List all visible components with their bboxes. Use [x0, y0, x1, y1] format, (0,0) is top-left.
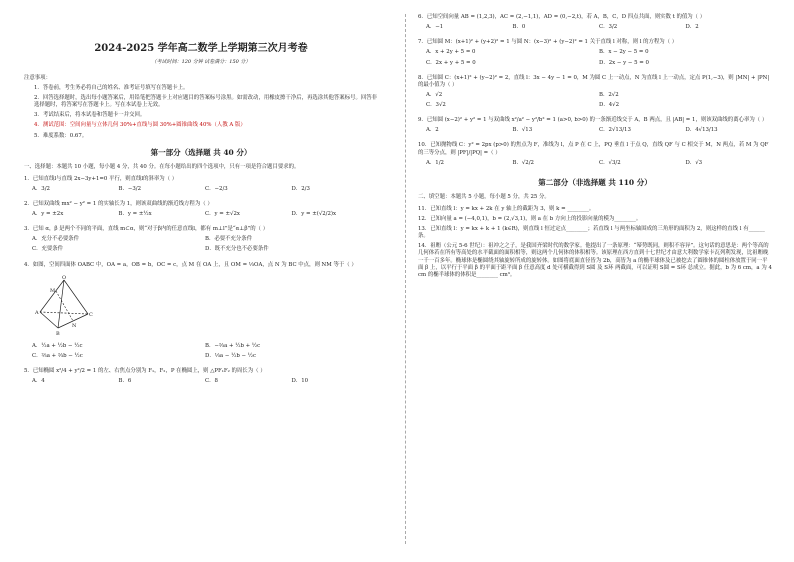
- note-item-scope: 4．测试范围：空间向量与立体几何 30%+直线与圆 30%+圆锥曲线 40%（人教 A 版）: [34, 122, 246, 129]
- answer-options: [426, 160, 772, 170]
- question-11: 11．已知直线 l：y = kx + 2k 在 y 轴上的截距为 3，则 k = ________。: [418, 205, 595, 212]
- answer-option: C．8: [205, 378, 218, 385]
- answer-option: C．2x + y + 5 = 0: [426, 59, 476, 66]
- answer-option: C．充要条件: [32, 246, 64, 253]
- note-item: 3．考试结束后，将本试卷和答题卡一并交回。: [34, 112, 146, 119]
- answer-options: [32, 211, 378, 221]
- answer-option: B．−3/2: [118, 185, 142, 192]
- answer-options: [426, 49, 772, 69]
- question-8: [418, 75, 772, 113]
- answer-option: D．10: [291, 378, 309, 385]
- question-stem: 3．已知 α，β 是两个不同的平面，直线 m⊂α，则“对于β内的任意直线l，都有 m⊥l”是“α⊥β”的（ ）: [24, 226, 269, 233]
- answer-option: B．y = ±½x: [118, 211, 152, 218]
- answer-option: D．√3: [685, 159, 703, 166]
- answer-option: A．½a + ½b − ½c: [32, 342, 83, 349]
- answer-option: C．y = ±√2x: [205, 211, 240, 218]
- answer-option: D．⅓a − ½b − ½c: [205, 352, 256, 359]
- answer-option: B．−⅔a + ½b + ½c: [205, 342, 261, 349]
- answer-option: C．⅔a + ⅔b − ½c: [32, 352, 83, 359]
- answer-option: D．4√2: [599, 102, 620, 108]
- answer-option: A．−1: [426, 24, 444, 31]
- answer-option: C．√3/2: [599, 159, 621, 166]
- answer-option: D．4√13/13: [685, 127, 718, 134]
- question-stem: 10．已知抛物线 C：y² = 2px (p>0) 的焦点为 F，准线为 l，点 P 在 C 上，PQ 垂直 l 于点 Q，直线 QF 与 C 相交于 M，N 两点，若 M 为 QF 的三等分点，则 |PF|/|PQ| =（ ）: [418, 142, 769, 156]
- answer-option: C．−2/3: [205, 185, 228, 192]
- answer-option: D．2: [685, 24, 699, 31]
- answer-option: D．y = ±(√2/2)x: [291, 211, 337, 218]
- question-stem: 5．已知椭圆 x²/4 + y²/2 = 1 的左、右焦点分别为 F₁，F₂，P 在椭圆上，则 △PF₁F₂ 的周长为（ ）: [24, 368, 266, 375]
- left-column: [24, 14, 378, 393]
- answer-options: [426, 92, 772, 112]
- question-1: [24, 176, 378, 196]
- svg-text:N: N: [72, 322, 77, 329]
- right-column: [418, 14, 772, 282]
- question-5: [24, 368, 378, 388]
- answer-option: B．2√2: [599, 91, 619, 98]
- question-stem: 9．已知圆 (x−2)² + y² = 1 与双曲线 x²/a² − y²/b² = 1 (a>0, b>0) 的一条渐近线交于 A，B 两点，且 |AB| = 1，则该双曲线的离心率为（ ）: [418, 117, 768, 124]
- note-item: 5．难度系数：0.67。: [34, 132, 88, 139]
- answer-options: [426, 24, 772, 34]
- column-divider: [405, 14, 407, 544]
- svg-text:O: O: [62, 274, 67, 281]
- answer-options: [426, 127, 772, 137]
- answer-option: B．x − 2y − 5 = 0: [599, 49, 649, 56]
- question-10: [418, 142, 772, 169]
- part1-intro: 一、选择题：本题共 10 小题，每小题 4 分，共 40 分。在每小题给出的四个选项中，只有一项是符合题目要求的。: [24, 163, 300, 170]
- question-12: 12．已知向量 a = (−4,0,1)，b = (2,√3,1)，则 a 在 b 方向上的投影向量的模为________。: [418, 215, 642, 222]
- part2-intro: 二、填空题：本题共 5 小题，每小题 5 分，共 25 分。: [418, 193, 550, 200]
- answer-option: C．3/2: [599, 24, 618, 31]
- question-stem: 6．已知空间向量 AB = (1,2,3)，AC = (2,−1,1)，AD = (0,−2,t)，若 A，B，C，D 四点共面，则实数 t 的值为（ ）: [418, 14, 706, 20]
- question-4: [24, 262, 378, 364]
- question-list-left: [24, 176, 378, 389]
- answer-option: A．充分不必要条件: [32, 236, 80, 243]
- question-3: [24, 226, 378, 256]
- answer-options: [32, 378, 378, 388]
- question-stem: 1．已知直线l与直线 2x−3y+1=0 平行，则直线l的斜率为（ ）: [24, 175, 178, 182]
- question-stem: 2．已知双曲线 mx² − y² = 1 的实轴长为 1，则该双曲线的渐近线方程为（ ）: [24, 200, 213, 207]
- question-14: 14．祖暅（公元 5-6 世纪）：祖冲之之子，是我国齐梁时代的数学家。他提出了一条原理：“幂势既同，则积不容异”。这句话的意思是：两个等高的几何体若在所有等高处的水平截面的面积相等，则这两个几何体的体积相等。该原理在西方直到十七世纪才由意大利数学家卡瓦列利发现，比祖暅晚一千一百多年。椭球体是椭圆绕其轴旋转所成的旋转体。如图将底面直径皆为 2b，高皆为 a 的椭半球体及已被挖去了圆锥体的圆柱体放置于同一平面 β 上，以平行于平面 β 的平面于距平面 β 任意高度 d 处可横截得到 S圆 及 S环 两截面，可以证明 S圆 = S环 总成立。据此，b 为 6 cm，a 为 4 cm 的椭半球体的体积是________ cm³。: [418, 243, 772, 278]
- answer-option: A．2: [426, 127, 439, 134]
- answer-option: D．既不充分也不必要条件: [205, 246, 269, 253]
- answer-option: C．3√2: [426, 102, 446, 108]
- answer-option: A．√2: [426, 91, 443, 98]
- question-9: [418, 117, 772, 137]
- question-7: [418, 39, 772, 69]
- exam-title: 2024-2025 学年高二数学上学期第三次月考卷: [94, 43, 308, 54]
- answer-option: A．3/2: [32, 185, 50, 192]
- answer-option: B．6: [118, 378, 132, 385]
- svg-text:C: C: [89, 311, 93, 318]
- answer-option: A．1/2: [426, 159, 444, 166]
- svg-text:M: M: [50, 287, 56, 294]
- answer-option: B．√2/2: [512, 159, 534, 166]
- answer-option: B．√13: [512, 127, 533, 134]
- question-13: 13．已知直线 l：y = kx + k + 1 (k∈R)，则直线 l 恒过定点________；若直线 l 与两坐标轴围成的三角形的面积为 2，则这样的直线 l 有______条。: [418, 226, 765, 240]
- exam-meta: （考试时间：120 分钟 试卷满分：150 分）: [151, 59, 251, 66]
- notes-heading: 注意事项：: [24, 74, 51, 81]
- note-item: 2．回答选择题时，选出每小题答案后，用铅笔把答题卡上对应题目的答案标号涂黑。如需改动，用橡皮擦干净后，再选涂其他答案标号。回答非选择题时，将答案写在答题卡上。写在本试卷上无效。: [34, 95, 378, 109]
- question-list-right: [418, 14, 772, 170]
- question-stem: 4．如图，空间四面体 OABC 中，OA = a，OB = b，OC = c，点 M 在 OA 上，且 OM = ⅓OA，点 N 为 BC 中点，则 NM 等于（ ）: [24, 261, 357, 268]
- tetrahedron-figure: [34, 274, 94, 336]
- question-6: [418, 14, 772, 34]
- answer-options: [32, 186, 378, 196]
- answer-options: [32, 343, 378, 363]
- question-2: [24, 201, 378, 221]
- answer-option: D．2/3: [291, 185, 310, 192]
- question-stem: 8．已知圆 C：(x+1)² + (y−2)² = 2，直线 l：3x − 4y − 1 = 0，M 为圆 C 上一动点，N 为直线 l 上一动点，定点 P(1,−3)，则 |MN| + |PN| 的最小值为（ ）: [418, 74, 770, 88]
- answer-option: A．y = ±2x: [32, 211, 64, 218]
- answer-option: D．2x − y − 5 = 0: [599, 59, 649, 66]
- question-stem: 7．已知圆 M：(x+1)² + (y+2)² = 1 与圆 N：(x−3)² + (y−2)² = 1 关于直线 l 对称，则 l 的方程为（ ）: [418, 39, 678, 46]
- note-item: 1．答卷前，考生务必将自己的姓名、准考证号填写在答题卡上。: [34, 84, 189, 91]
- answer-option: A．4: [32, 378, 45, 385]
- answer-option: B．0: [512, 24, 526, 31]
- answer-option: A．x + 2y + 5 = 0: [426, 49, 476, 56]
- part1-title: 第一部分（选择题 共 40 分）: [150, 147, 252, 157]
- part2-title: 第二部分（非选择题 共 110 分）: [538, 177, 652, 187]
- svg-text:B: B: [56, 330, 60, 336]
- svg-text:A: A: [35, 309, 39, 316]
- answer-option: B．必要不充分条件: [205, 236, 253, 243]
- answer-options: [32, 236, 378, 256]
- answer-option: C．2√13/13: [599, 127, 631, 134]
